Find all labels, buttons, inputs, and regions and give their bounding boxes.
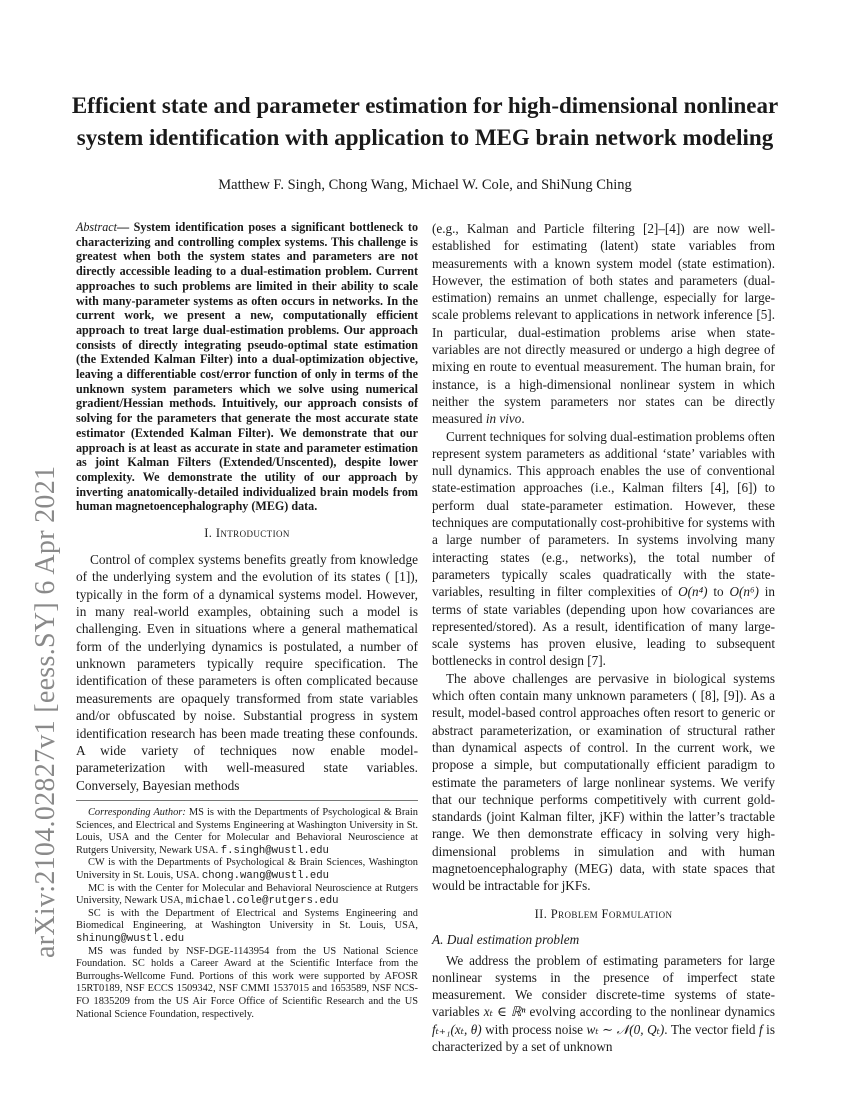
- arxiv-identifier-stamp: arXiv:2104.02827v1 [eess.SY] 6 Apr 2021: [30, 465, 61, 958]
- math-expression: O(n⁴): [678, 584, 708, 600]
- body-text: is characterized by a set of unknown: [432, 1021, 775, 1055]
- body-text: .: [521, 411, 525, 427]
- body-text: in terms of state variables (depending upon how covariances are represented/stored). As a result, identification of many large-scale systems has proven elusive, leading to subsequent bottlenecks in control design [7].: [432, 584, 775, 669]
- body-text-emphasis: in vivo: [485, 411, 522, 427]
- problem-paragraph: [432, 952, 775, 1056]
- body-text: (e.g., Kalman and Particle filtering [2]–[4]) are now well-established for estimating (latent) state variables from measurements with a known system model (state estimation). However, the estimation of both states and parameters (dual-estimation) remains an unmet challenge, especially for large-scale problems relevant to applications in network inference [5]. In particular, dual-estimation problems arise when state-variables are not directly measured or undergo a high degree of mixing en route to eventual measurement. The human brain, for instance, is a high-dimensional nonlinear system in which neither the system parameters nor states can be directly measured: [432, 221, 775, 427]
- intro-paragraph-continued: [432, 220, 775, 428]
- math-expression: xₜ ∈ ℝⁿ: [483, 1004, 526, 1020]
- footnote-text: CW is with the Departments of Psychological & Brain Sciences, Washington University in St. Louis, USA.: [76, 857, 418, 881]
- email-link[interactable]: f.singh@wustl.edu: [220, 844, 329, 857]
- body-text: We address the problem of estimating parameters for large nonlinear systems in the presence of imperfect state measurement. We consider discrete-time systems of state-variables: [432, 952, 775, 1020]
- math-expression: wₜ ∼ 𝒩(0, Qₜ): [586, 1021, 665, 1037]
- footnote-mc: [76, 883, 418, 908]
- intro-paragraph: The above challenges are pervasive in biological systems which often contain many unknown parameters ( [8], [9]). As a result, model-based control approaches often resort to generic or abstract parameterization, or examination of structural rather than dynamical aspects of control. In the current work, we propose a simple, but computationally efficient paradigm to estimate the parameters of large nonlinear systems. We verify that our technique performs competitively with current gold-standards (joint Kalman filter, jKF) within the latter’s tractable range. We then demonstrate efficacy in solving very high-dimensional problems in simulation and with human magnetoencephalography (MEG) data, with state spaces that would be intractable for jKFs.: [432, 670, 775, 894]
- footnote-label: Corresponding Author:: [88, 807, 186, 818]
- section-heading-introduction: I. Introduction: [204, 526, 290, 541]
- intro-paragraph: Control of complex systems benefits greatly from knowledge of the underlying system and the evolution of its states ( [1]), typically in the form of a dynamical systems model. However, in many real-world examples, obtaining such a model is challenging. Even in situations where a general mathematical form of the underlying dynamics is postulated, a number of unknown parameters typically require specification. The identification of these parameters is often complicated because measurements are opaquely transformed from state variables and/or obfuscated by noise. Substantial progress in system identification research has been made treating these confounds. A wide variety of techniques now enable model-parameterization with well-measured state variables. Conversely, Bayesian methods: [76, 552, 418, 793]
- subsection-heading: A. Dual estimation problem: [432, 931, 580, 947]
- footnote-corresponding-author: [76, 807, 418, 857]
- footnote-text: MS is with the Departments of Psychological & Brain Sciences, and Electrical and Systems Engineering at Washington University in St. Louis, USA and the Center for Molecular and Behavioral Neuroscience at Rutgers University, Newark USA.: [76, 807, 418, 856]
- math-expression: O(n⁶): [729, 584, 759, 600]
- email-link[interactable]: shinung@wustl.edu: [76, 932, 185, 945]
- abstract: [76, 220, 418, 514]
- footnote-cw: [76, 857, 418, 882]
- body-text: . The vector field: [664, 1021, 759, 1037]
- footnote-text: SC is with the Department of Electrical and Systems Engineering and Biomedical Engineering, at Washington University in St. Louis, USA,: [76, 907, 418, 932]
- right-column: [432, 220, 775, 1055]
- body-text: to: [707, 584, 730, 600]
- left-column: [76, 220, 418, 794]
- body-text: with process noise: [481, 1021, 587, 1037]
- email-link[interactable]: michael.cole@rutgers.edu: [185, 895, 339, 908]
- paper-title: Efficient state and parameter estimation for high-dimensional nonlinear system identification with application to MEG brain network modeling: [71, 93, 779, 150]
- footnote-funding: MS was funded by NSF-DGE-1143954 from the US National Science Foundation. SC holds a Career Award at the Scientific Interface from the Burroughs-Wellcome Fund. Portions of this work were supported by AFOSR 15RT0189, NSF ECCS 1509342, NSF CMMI 1537015 and 1653589, NSF NCS-FO 1835209 from the US Air Force Office of Scientific Research and the US National Science Foundation, respectively.: [76, 945, 418, 1020]
- author-list: Matthew F. Singh, Chong Wang, Michael W. Cole, and ShiNung Ching: [218, 177, 632, 193]
- math-expression: f: [759, 1021, 763, 1037]
- body-text: Current techniques for solving dual-estimation problems often represent system parameters as additional ‘state’ variables with null dynamics. This approach enables the use of conventional state-estimation approaches (i.e., Kalman filters [4], [6]) to perform dual state-parameter estimation. However, these techniques are computationally cost-prohibitive for systems with a large number of parameters. In systems involving many interacting states (e.g., networks), the total number of parameters typically scales quadratically with the state-variables, resulting in filter complexities of: [432, 428, 775, 600]
- abstract-text: — System identification poses a significant bottleneck to characterizing and controlling complex systems. This challenge is greatest when both the system states and parameters are not directly accessible leading to a dual-estimation problem. Current approaches to such problems are limited in their ability to scale with many-parameter systems as often occurs in networks. In the current work, we present a new, computationally efficient approach to treat large dual-estimation problems. Our approach consists of directly integrating pseudo-optimal state estimation (the Extended Kalman Filter) into a dual-optimization objective, leaving a differentiable cost/error function of only in terms of the unknown system parameters which we solve using numerical gradient/Hessian methods. Intuitively, our approach consists of solving for the parameters that generate the most accurate state estimator (Extended Kalman Filter). We demonstrate that our approach is at least as accurate in state and parameter estimation as joint Kalman Filters (Extended/Unscented), despite lower complexity. We demonstrate the utility of our approach by inverting anatomically-detailed individualized brain models from human magnetoencephalography (MEG) data.: [76, 220, 418, 514]
- footnote-sc: [76, 908, 418, 946]
- math-expression: fₜ₊₁(xₜ, θ): [432, 1021, 482, 1037]
- footnote-text: MC is with the Center for Molecular and Behavioral Neuroscience at Rutgers University, Newark USA,: [76, 882, 418, 907]
- intro-paragraph: [432, 428, 775, 670]
- abstract-label: Abstract: [76, 220, 117, 234]
- email-link[interactable]: chong.wang@wustl.edu: [201, 869, 330, 882]
- body-text: evolving according to the nonlinear dynamics: [525, 1004, 775, 1020]
- section-heading-problem-formulation: II. Problem Formulation: [534, 906, 673, 921]
- footnotes: [76, 800, 418, 1021]
